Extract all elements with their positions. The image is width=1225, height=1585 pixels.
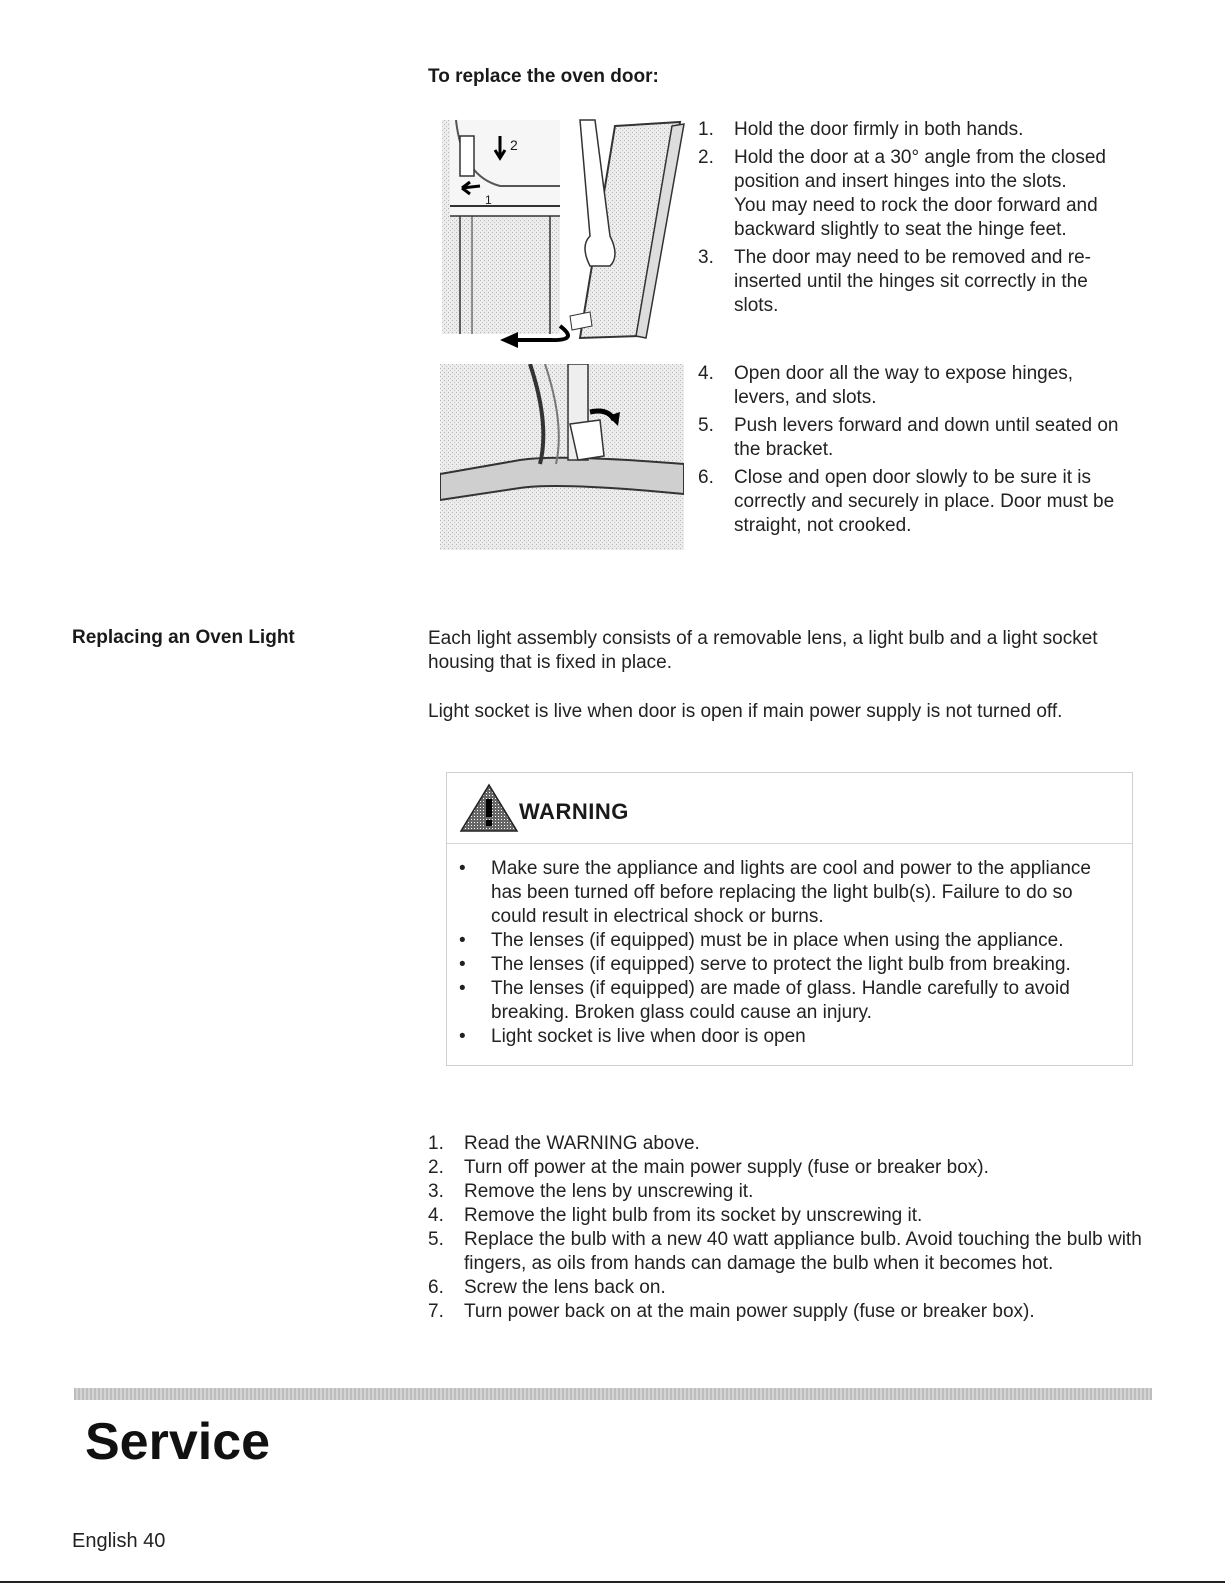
warning-triangle-icon bbox=[459, 783, 519, 833]
warning-title: WARNING bbox=[519, 799, 629, 824]
list-item: 3. The door may need to be removed and re-inserted until the hinges sit correctly in the slots. bbox=[698, 247, 1091, 316]
door-steps-b bbox=[698, 362, 1128, 538]
light-paragraph-2: Light socket is live when door is open if main power supply is not turned off. bbox=[428, 701, 1063, 722]
list-item: 6. Screw the lens back on. bbox=[428, 1277, 666, 1298]
warning-box bbox=[446, 772, 1133, 1066]
list-item: 5. Push levers forward and down until seated on the bracket. bbox=[698, 415, 1119, 460]
door-insert-figure bbox=[440, 116, 692, 348]
list-item: • Light socket is live when door is open bbox=[459, 1026, 806, 1047]
list-item: 6. Close and open door slowly to be sure it is correctly and securely in place. Door must be straight, not crooked. bbox=[698, 467, 1115, 536]
page-footer: English 40 bbox=[72, 1530, 166, 1552]
list-item: 1. Hold the door firmly in both hands. bbox=[698, 119, 1024, 140]
list-item: 1. Read the WARNING above. bbox=[428, 1133, 700, 1154]
list-item: • The lenses (if equipped) are made of glass. Handle carefully to avoid breaking. Broken glass could cause an injury. bbox=[459, 978, 1070, 1023]
list-item: • The lenses (if equipped) must be in place when using the appliance. bbox=[459, 930, 1064, 951]
service-heading: Service bbox=[85, 1413, 271, 1471]
list-item: 5. Replace the bulb with a new 40 watt appliance bulb. Avoid touching the bulb with fingers, as oils from hands can damage the bulb when it becomes hot. bbox=[428, 1229, 1142, 1274]
figure-label-1: 1 bbox=[485, 193, 492, 207]
door-section-heading: To replace the oven door: bbox=[428, 66, 659, 87]
warning-list bbox=[455, 857, 1115, 1049]
light-paragraph-1: Each light assembly consists of a removable lens, a light bulb and a light socket housing that is fixed in place. bbox=[428, 628, 1098, 673]
hinge-lever-figure bbox=[440, 364, 684, 550]
warning-divider bbox=[447, 843, 1132, 844]
list-item: 3. Remove the lens by unscrewing it. bbox=[428, 1181, 754, 1202]
door-steps-a bbox=[698, 118, 1128, 318]
service-divider-bar bbox=[74, 1388, 1152, 1400]
list-item: 4. Open door all the way to expose hinges, levers, and slots. bbox=[698, 363, 1074, 408]
figure-label-2: 2 bbox=[510, 137, 518, 153]
list-item: 7. Turn power back on at the main power supply (fuse or breaker box). bbox=[428, 1301, 1035, 1322]
light-section-heading: Replacing an Oven Light bbox=[72, 627, 295, 648]
bottom-rule bbox=[0, 1581, 1225, 1583]
list-item: 4. Remove the light bulb from its socket by unscrewing it. bbox=[428, 1205, 923, 1226]
list-item: • The lenses (if equipped) serve to protect the light bulb from breaking. bbox=[459, 954, 1071, 975]
list-item: 2. Hold the door at a 30° angle from the closed position and insert hinges into the slots. You may need to rock the door forward and backward slightly to seat the hinge feet. bbox=[698, 147, 1106, 240]
list-item: 2. Turn off power at the main power supply (fuse or breaker box). bbox=[428, 1157, 989, 1178]
list-item: • Make sure the appliance and lights are cool and power to the appliance has been turned off before replacing the light bulb(s). Failure to do so could result in electrical shock or burns. bbox=[459, 858, 1091, 927]
light-steps bbox=[428, 1132, 1148, 1324]
